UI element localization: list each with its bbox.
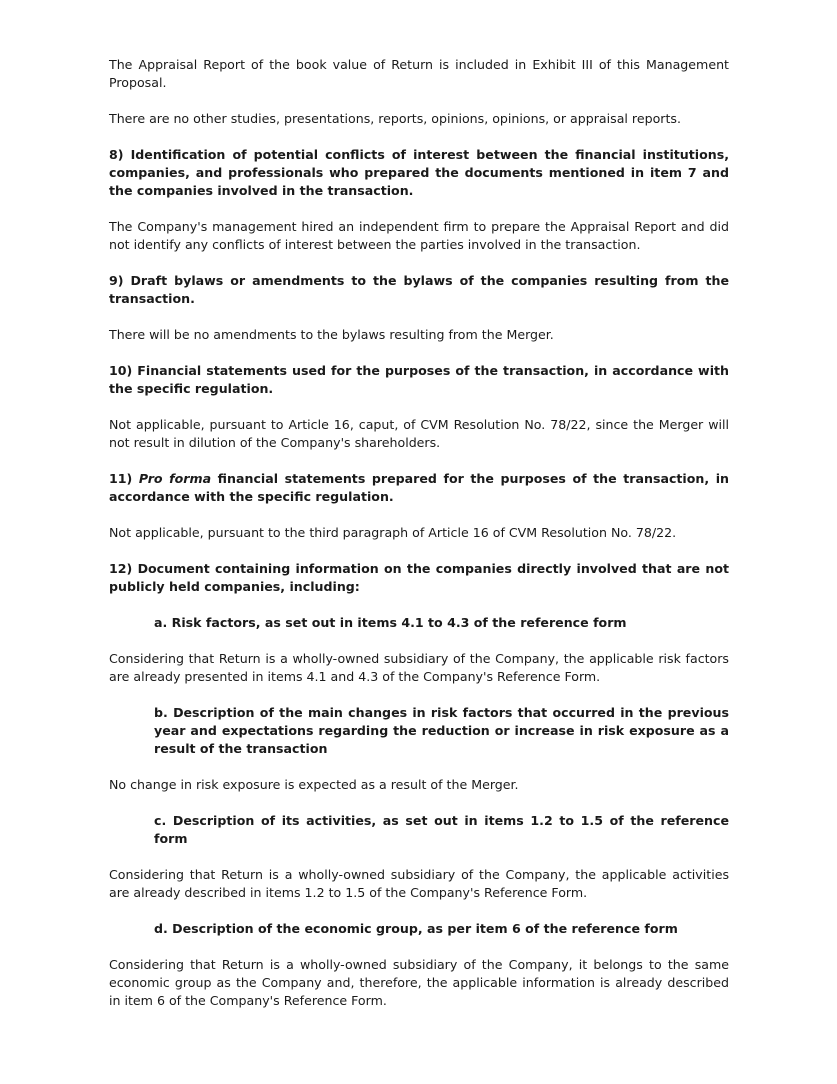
section-11-heading (109, 470, 729, 506)
section-8-heading: 8) Identification of potential conflicts of interest between the financial institutions, companies, and professionals who prepared the documents mentioned in item 7 and the companies involved in the transaction. (109, 147, 729, 198)
section-12-heading: 12) Document containing information on the companies directly involved that are not publicly held companies, including: (109, 561, 729, 594)
subsection-b-text: No change in risk exposure is expected as a result of the Merger. (109, 777, 519, 792)
subsection-c-heading: c. Description of its activities, as set out in items 1.2 to 1.5 of the reference form (154, 813, 729, 846)
section-11-title: financial statements prepared for the purposes of the transaction, in accordance with the specific regulation. (109, 471, 730, 504)
section-10-heading: 10) Financial statements used for the purposes of the transaction, in accordance with the specific regulation. (109, 363, 729, 396)
subsection-a-heading: a. Risk factors, as set out in items 4.1 to 4.3 of the reference form (154, 615, 627, 630)
section-10-text: Not applicable, pursuant to Article 16, caput, of CVM Resolution No. 78/22, since the Merger will not result in dilution of the Company's shareholders. (109, 417, 729, 450)
subsection-c-text: Considering that Return is a wholly-owned subsidiary of the Company, the applicable activities are already described in items 1.2 to 1.5 of the Company's Reference Form. (109, 867, 729, 900)
section-11-italic: Pro forma (138, 471, 212, 486)
document-page (109, 56, 729, 1010)
section-8-text: The Company's management hired an independent firm to prepare the Appraisal Report and did not identify any conflicts of interest between the parties involved in the transaction. (109, 219, 729, 252)
subsection-d-heading: d. Description of the economic group, as per item 6 of the reference form (154, 921, 678, 936)
no-other-studies-paragraph: There are no other studies, presentations, reports, opinions, opinions, or appraisal reports. (109, 111, 681, 126)
subsection-b-heading: b. Description of the main changes in risk factors that occurred in the previous year and expectations regarding the reduction or increase in risk exposure as a result of the transaction (154, 705, 729, 756)
subsection-a-text: Considering that Return is a wholly-owned subsidiary of the Company, the applicable risk factors are already presented in items 4.1 and 4.3 of the Company's Reference Form. (109, 651, 729, 684)
subsection-d-text: Considering that Return is a wholly-owned subsidiary of the Company, it belongs to the same economic group as the Company and, therefore, the applicable information is already described in item 6 of the Company's Reference Form. (109, 957, 729, 1008)
section-11-number: 11) (109, 471, 139, 486)
section-11-text: Not applicable, pursuant to the third paragraph of Article 16 of CVM Resolution No. 78/22. (109, 525, 677, 540)
section-9-heading: 9) Draft bylaws or amendments to the bylaws of the companies resulting from the transaction. (109, 273, 729, 306)
appraisal-report-paragraph: The Appraisal Report of the book value of Return is included in Exhibit III of this Management Proposal. (109, 57, 729, 90)
section-9-text: There will be no amendments to the bylaws resulting from the Merger. (109, 327, 554, 342)
